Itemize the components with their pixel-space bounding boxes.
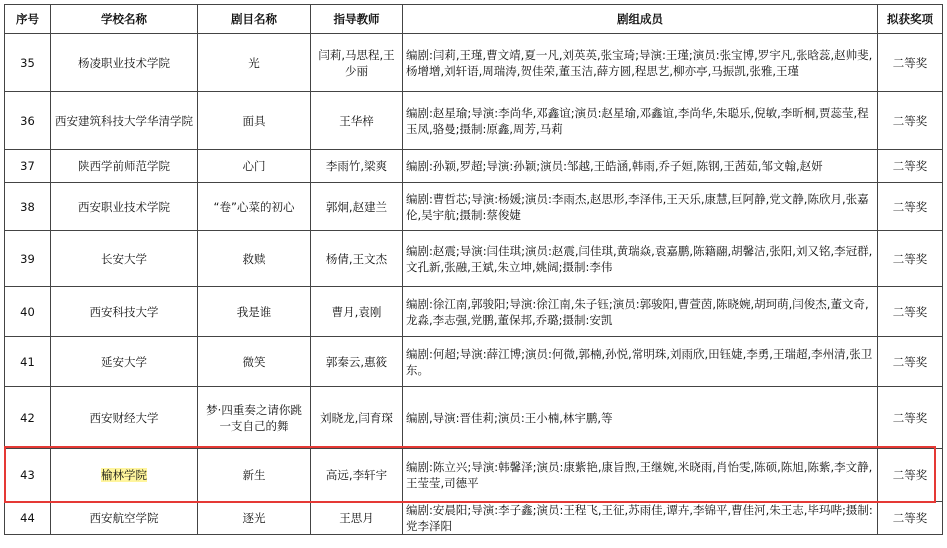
header-school: 学校名称 (51, 5, 198, 34)
cell-teacher: 闫莉,马思程,王少丽 (311, 34, 403, 92)
header-teacher: 指导教师 (311, 5, 403, 34)
cell-play: “卷”心菜的初心 (198, 183, 311, 231)
table-row (5, 150, 943, 183)
cell-no: 36 (5, 92, 51, 150)
table-row (5, 337, 943, 387)
cell-school: 长安大学 (51, 231, 198, 287)
header-play: 剧目名称 (198, 5, 311, 34)
cell-no: 37 (5, 150, 51, 183)
cell-no: 42 (5, 387, 51, 449)
highlighted-school: 榆林学院 (101, 468, 147, 482)
cell-play: 我是谁 (198, 287, 311, 337)
cell-members: 编剧:何超;导演:薛江博;演员:何微,郭楠,孙悦,常明珠,刘雨欣,田钰婕,李勇,王瑞超,李州清,张卫东。 (403, 337, 878, 387)
cell-school: 西安财经大学 (51, 387, 198, 449)
cell-teacher: 高远,李轩宇 (311, 449, 403, 502)
cell-no: 41 (5, 337, 51, 387)
cell-members: 编剧:曹哲芯;导演:杨媛;演员:李雨杰,赵思形,李泽伟,王天乐,康慧,巨阿静,党文静,陈欣月,张嘉伦,吴宇航;摄制:蔡俊婕 (403, 183, 878, 231)
table-row (5, 287, 943, 337)
header-row (5, 5, 943, 34)
table-row (5, 34, 943, 92)
cell-members: 编剧:赵震;导演:闫佳琪;演员:赵震,闫佳琪,黄瑞焱,袁嘉鹏,陈籍翮,胡馨洁,张阳,刘又铭,李冠群,文孔新,张融,王斌,朱立坤,姚阔;摄制:李伟 (403, 231, 878, 287)
cell-play: 微笑 (198, 337, 311, 387)
cell-members: 编剧,导演:晋佳莉;演员:王小楠,林宇鹏,等 (403, 387, 878, 449)
header-award: 拟获奖项 (878, 5, 943, 34)
cell-teacher: 李雨竹,梁爽 (311, 150, 403, 183)
cell-award: 二等奖 (878, 502, 943, 535)
table-row (5, 502, 943, 535)
cell-teacher: 刘晓龙,闫育琛 (311, 387, 403, 449)
cell-play: 逐光 (198, 502, 311, 535)
cell-members: 编剧:闫莉,王瑾,曹文靖,夏一凡,刘英英,张宝琦;导演:王瑾;演员:张宝博,罗宇凡,张晗蕊,赵帅斐,杨增增,刘轩语,周瑞涛,贺佳荣,董玉洁,薛方圆,程思艺,柳亦亭,马振凯,张雅,王瑾 (403, 34, 878, 92)
cell-play: 新生 (198, 449, 311, 502)
cell-play: 救赎 (198, 231, 311, 287)
cell-award: 二等奖 (878, 34, 943, 92)
cell-play: 心门 (198, 150, 311, 183)
cell-school: 西安航空学院 (51, 502, 198, 535)
table-row (5, 449, 943, 502)
cell-teacher: 郭炯,赵建兰 (311, 183, 403, 231)
cell-play: 梦·四重奏之请你跳一支自己的舞 (198, 387, 311, 449)
cell-award: 二等奖 (878, 231, 943, 287)
cell-school: 杨凌职业技术学院 (51, 34, 198, 92)
cell-award: 二等奖 (878, 449, 943, 502)
cell-no: 44 (5, 502, 51, 535)
cell-school: 西安职业技术学院 (51, 183, 198, 231)
table-row (5, 231, 943, 287)
cell-members: 编剧:孙颖,罗超;导演:孙颖;演员:邹越,王皓涵,韩雨,乔子姮,陈钢,王茜茹,邹文翰,赵妍 (403, 150, 878, 183)
cell-members: 编剧:安晨阳;导演:李子鑫;演员:王程飞,王征,苏雨佳,谭卉,李锦平,曹佳河,朱王志,毕玛哔;摄制:党李泽阳 (403, 502, 878, 535)
cell-no: 43 (5, 449, 51, 502)
cell-play: 面具 (198, 92, 311, 150)
cell-award: 二等奖 (878, 150, 943, 183)
cell-award: 二等奖 (878, 387, 943, 449)
cell-no: 39 (5, 231, 51, 287)
award-table (4, 4, 943, 535)
cell-award: 二等奖 (878, 92, 943, 150)
table-row (5, 92, 943, 150)
header-no: 序号 (5, 5, 51, 34)
cell-school: 西安建筑科技大学华清学院 (51, 92, 198, 150)
cell-teacher: 王思月 (311, 502, 403, 535)
cell-award: 二等奖 (878, 287, 943, 337)
cell-members: 编剧:徐江南,郭骏阳;导演:徐江南,朱子钰;演员:郭骏阳,曹萱茵,陈晓婉,胡珂萌,闫俊杰,董文奇,龙淼,李志强,党鹏,董保邦,乔璐;摄制:安凯 (403, 287, 878, 337)
cell-teacher: 王华梓 (311, 92, 403, 150)
cell-school: 延安大学 (51, 337, 198, 387)
cell-members: 编剧:陈立兴;导演:韩馨泽;演员:康紫艳,康旨煦,王继婉,米晓雨,肖怡雯,陈硕,陈旭,陈紫,李文静,王莹莹,司德平 (403, 449, 878, 502)
cell-no: 38 (5, 183, 51, 231)
cell-teacher: 曹月,袁刚 (311, 287, 403, 337)
cell-school: 西安科技大学 (51, 287, 198, 337)
cell-no: 40 (5, 287, 51, 337)
cell-school: 陕西学前师范学院 (51, 150, 198, 183)
table-row (5, 183, 943, 231)
cell-teacher: 杨倩,王文杰 (311, 231, 403, 287)
cell-award: 二等奖 (878, 337, 943, 387)
cell-teacher: 郭秦云,惠筱 (311, 337, 403, 387)
cell-school (51, 449, 198, 502)
cell-no: 35 (5, 34, 51, 92)
cell-award: 二等奖 (878, 183, 943, 231)
table-row (5, 387, 943, 449)
cell-members: 编剧:赵星瑜;导演:李尚华,邓鑫谊;演员:赵星瑜,邓鑫谊,李尚华,朱聪乐,倪敏,李昕桐,贾蕊莹,程玉凤,骆曼;摄制:原鑫,周芳,马莉 (403, 92, 878, 150)
cell-play: 光 (198, 34, 311, 92)
header-members: 剧组成员 (403, 5, 878, 34)
